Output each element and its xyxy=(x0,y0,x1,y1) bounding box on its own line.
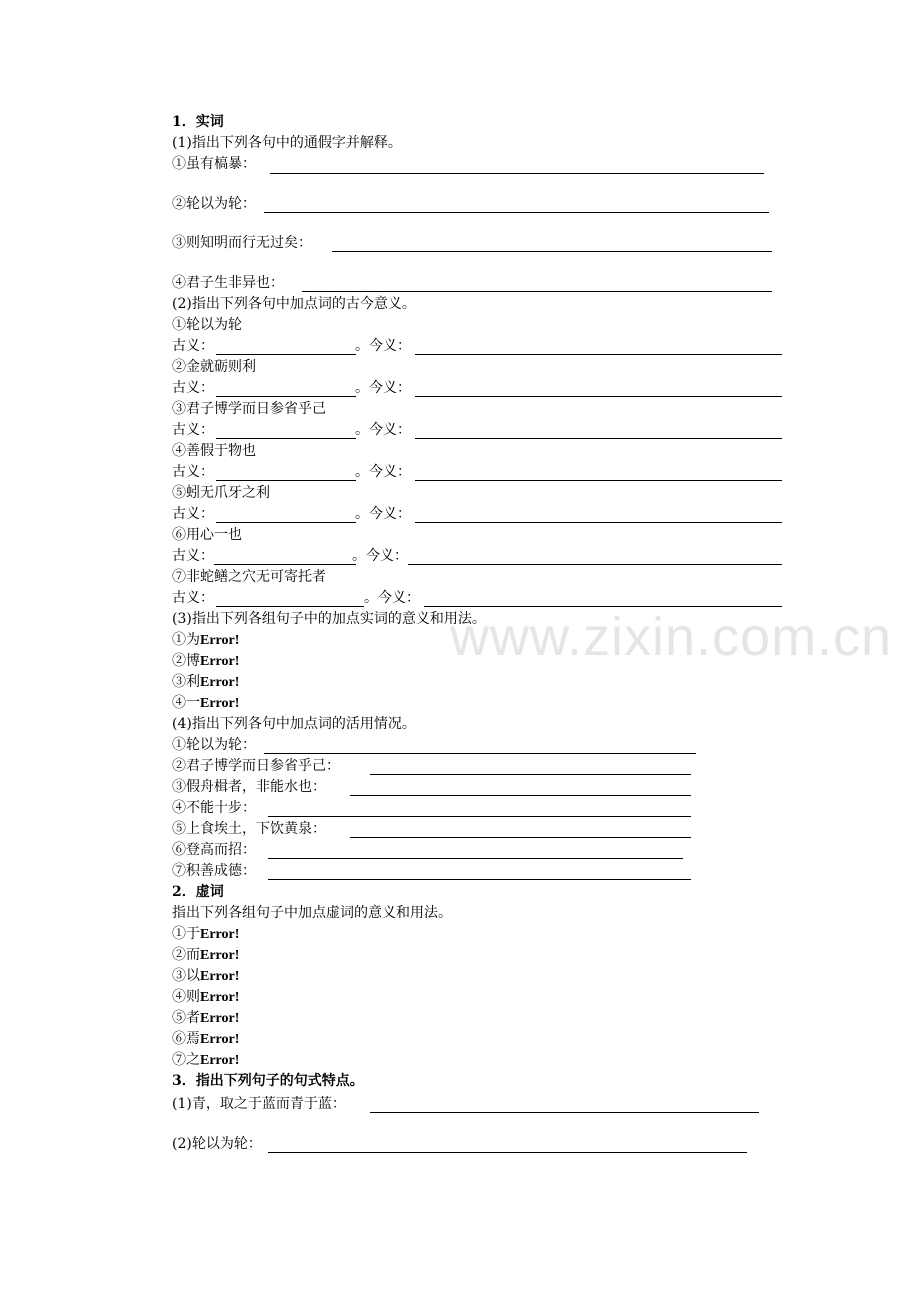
error-text: Error! xyxy=(200,696,240,711)
q2-jin-answer-6[interactable] xyxy=(408,564,782,565)
q4-answer-2[interactable] xyxy=(370,774,691,775)
q4-answer-7[interactable] xyxy=(268,879,691,880)
s2-word-5: ⑤者 xyxy=(172,1010,200,1026)
error-text: Error! xyxy=(200,1032,240,1047)
q2-gu-label-2: 古义： xyxy=(172,380,214,396)
s2-word-3: ③以 xyxy=(172,968,200,984)
q1-answer-1[interactable] xyxy=(270,173,764,174)
error-text: Error! xyxy=(200,927,240,942)
q2-jin-label-5: 。今义： xyxy=(355,506,411,522)
q2-item-5: ⑤蚓无爪牙之利 xyxy=(172,485,270,501)
s2-item-6 xyxy=(172,1029,239,1050)
s2-word-1: ①于 xyxy=(172,926,200,942)
q4-answer-3[interactable] xyxy=(350,795,691,796)
s2-word-4: ④则 xyxy=(172,989,200,1005)
q2-item-6: ⑥用心一也 xyxy=(172,527,242,543)
q3-word-1: ①为 xyxy=(172,632,200,648)
q2-item-3: ③君子博学而日参省乎己 xyxy=(172,401,326,417)
q2-jin-label-1: 。今义： xyxy=(355,338,411,354)
q1-answer-4[interactable] xyxy=(302,291,772,292)
q2-jin-label-7: 。今义： xyxy=(364,590,420,606)
q3-item-1 xyxy=(172,630,239,651)
section3-title: 3．指出下列句子的句式特点。 xyxy=(172,1073,364,1089)
s3-item-1: (1)青，取之于蓝而青于蓝： xyxy=(172,1096,346,1112)
q2-jin-label-2: 。今义： xyxy=(355,380,411,396)
error-text: Error! xyxy=(200,990,240,1005)
q2-gu-label-6: 古义： xyxy=(172,548,214,564)
s2-item-4 xyxy=(172,987,239,1008)
q4-answer-5[interactable] xyxy=(350,837,691,838)
q2-jin-label-3: 。今义： xyxy=(355,422,411,438)
q1-item-3: ③则知明而行无过矣： xyxy=(172,235,312,251)
s2-word-6: ⑥焉 xyxy=(172,1031,200,1047)
q2-jin-answer-1[interactable] xyxy=(415,354,782,355)
q2-gu-answer-3[interactable] xyxy=(216,438,356,439)
error-text: Error! xyxy=(200,948,240,963)
error-text: Error! xyxy=(200,1011,240,1026)
q3-item-2 xyxy=(172,651,239,672)
section2-title: 2．虚词 xyxy=(172,884,224,900)
q4-item-4: ④不能十步： xyxy=(172,800,256,816)
error-text: Error! xyxy=(200,675,240,690)
q2-gu-label-4: 古义： xyxy=(172,464,214,480)
q1-item-4: ④君子生非异也： xyxy=(172,275,284,291)
q4-item-2: ②君子博学而日参省乎己： xyxy=(172,758,340,774)
q2-gu-label-7: 古义： xyxy=(172,590,214,606)
s3-item-2: (2)轮以为轮： xyxy=(172,1136,262,1152)
q2-jin-answer-4[interactable] xyxy=(415,480,782,481)
q2-item-2: ②金就砺则利 xyxy=(172,359,256,375)
q2-gu-answer-5[interactable] xyxy=(216,522,356,523)
q4-answer-6[interactable] xyxy=(268,858,683,859)
q2-gu-answer-7[interactable] xyxy=(216,606,364,607)
s2-item-1 xyxy=(172,924,239,945)
q2-jin-label-4: 。今义： xyxy=(355,464,411,480)
s2-word-7: ⑦之 xyxy=(172,1052,200,1068)
q3-item-3 xyxy=(172,672,239,693)
q2-gu-label-3: 古义： xyxy=(172,422,214,438)
q2-item-7: ⑦非蛇鳝之穴无可寄托者 xyxy=(172,569,326,585)
section2-prompt: 指出下列各组句子中加点虚词的意义和用法。 xyxy=(172,905,452,921)
q4-item-5: ⑤上食埃土，下饮黄泉： xyxy=(172,821,326,837)
s2-word-2: ②而 xyxy=(172,947,200,963)
q1-item-2: ②轮以为轮： xyxy=(172,196,256,212)
q2-gu-label-1: 古义： xyxy=(172,338,214,354)
q2-gu-answer-6[interactable] xyxy=(214,564,356,565)
q4-prompt: (4)指出下列各句中加点词的活用情况。 xyxy=(172,716,416,732)
error-text: Error! xyxy=(200,633,240,648)
q2-prompt: (2)指出下列各句中加点词的古今意义。 xyxy=(172,296,416,312)
q2-jin-answer-5[interactable] xyxy=(415,522,782,523)
q2-gu-answer-1[interactable] xyxy=(216,354,356,355)
q1-prompt: (1)指出下列各句中的通假字并解释。 xyxy=(172,135,402,151)
q3-word-2: ②博 xyxy=(172,653,200,669)
s2-item-3 xyxy=(172,966,239,987)
q2-jin-answer-2[interactable] xyxy=(415,396,782,397)
q2-item-4: ④善假于物也 xyxy=(172,443,256,459)
q2-gu-label-5: 古义： xyxy=(172,506,214,522)
q2-jin-answer-7[interactable] xyxy=(424,606,782,607)
section1-title: 1．实词 xyxy=(172,114,224,130)
q2-jin-answer-3[interactable] xyxy=(415,438,782,439)
error-text: Error! xyxy=(200,1053,240,1068)
q2-jin-label-6: 。今义： xyxy=(352,548,408,564)
q3-word-3: ③利 xyxy=(172,674,200,690)
q3-prompt: (3)指出下列各组句子中的加点实词的意义和用法。 xyxy=(172,611,486,627)
q3-word-4: ④一 xyxy=(172,695,200,711)
error-text: Error! xyxy=(200,969,240,984)
q1-answer-2[interactable] xyxy=(264,212,769,213)
q1-item-1: ①虽有槁暴： xyxy=(172,156,256,172)
s3-answer-1[interactable] xyxy=(370,1112,759,1113)
error-text: Error! xyxy=(200,654,240,669)
q4-item-6: ⑥登高而招： xyxy=(172,842,256,858)
q4-item-1: ①轮以为轮： xyxy=(172,737,256,753)
s2-item-2 xyxy=(172,945,239,966)
q1-answer-3[interactable] xyxy=(332,251,772,252)
s2-item-7 xyxy=(172,1050,239,1071)
q2-gu-answer-4[interactable] xyxy=(216,480,356,481)
q3-item-4 xyxy=(172,693,239,714)
q4-answer-4[interactable] xyxy=(268,816,691,817)
q2-item-1: ①轮以为轮 xyxy=(172,317,242,333)
q4-item-7: ⑦积善成德： xyxy=(172,863,256,879)
q4-answer-1[interactable] xyxy=(264,753,696,754)
watermark: www.zixin.com.cn xyxy=(450,607,893,667)
s3-answer-2[interactable] xyxy=(268,1152,747,1153)
q4-item-3: ③假舟楫者，非能水也： xyxy=(172,779,326,795)
q2-gu-answer-2[interactable] xyxy=(216,396,356,397)
s2-item-5 xyxy=(172,1008,239,1029)
